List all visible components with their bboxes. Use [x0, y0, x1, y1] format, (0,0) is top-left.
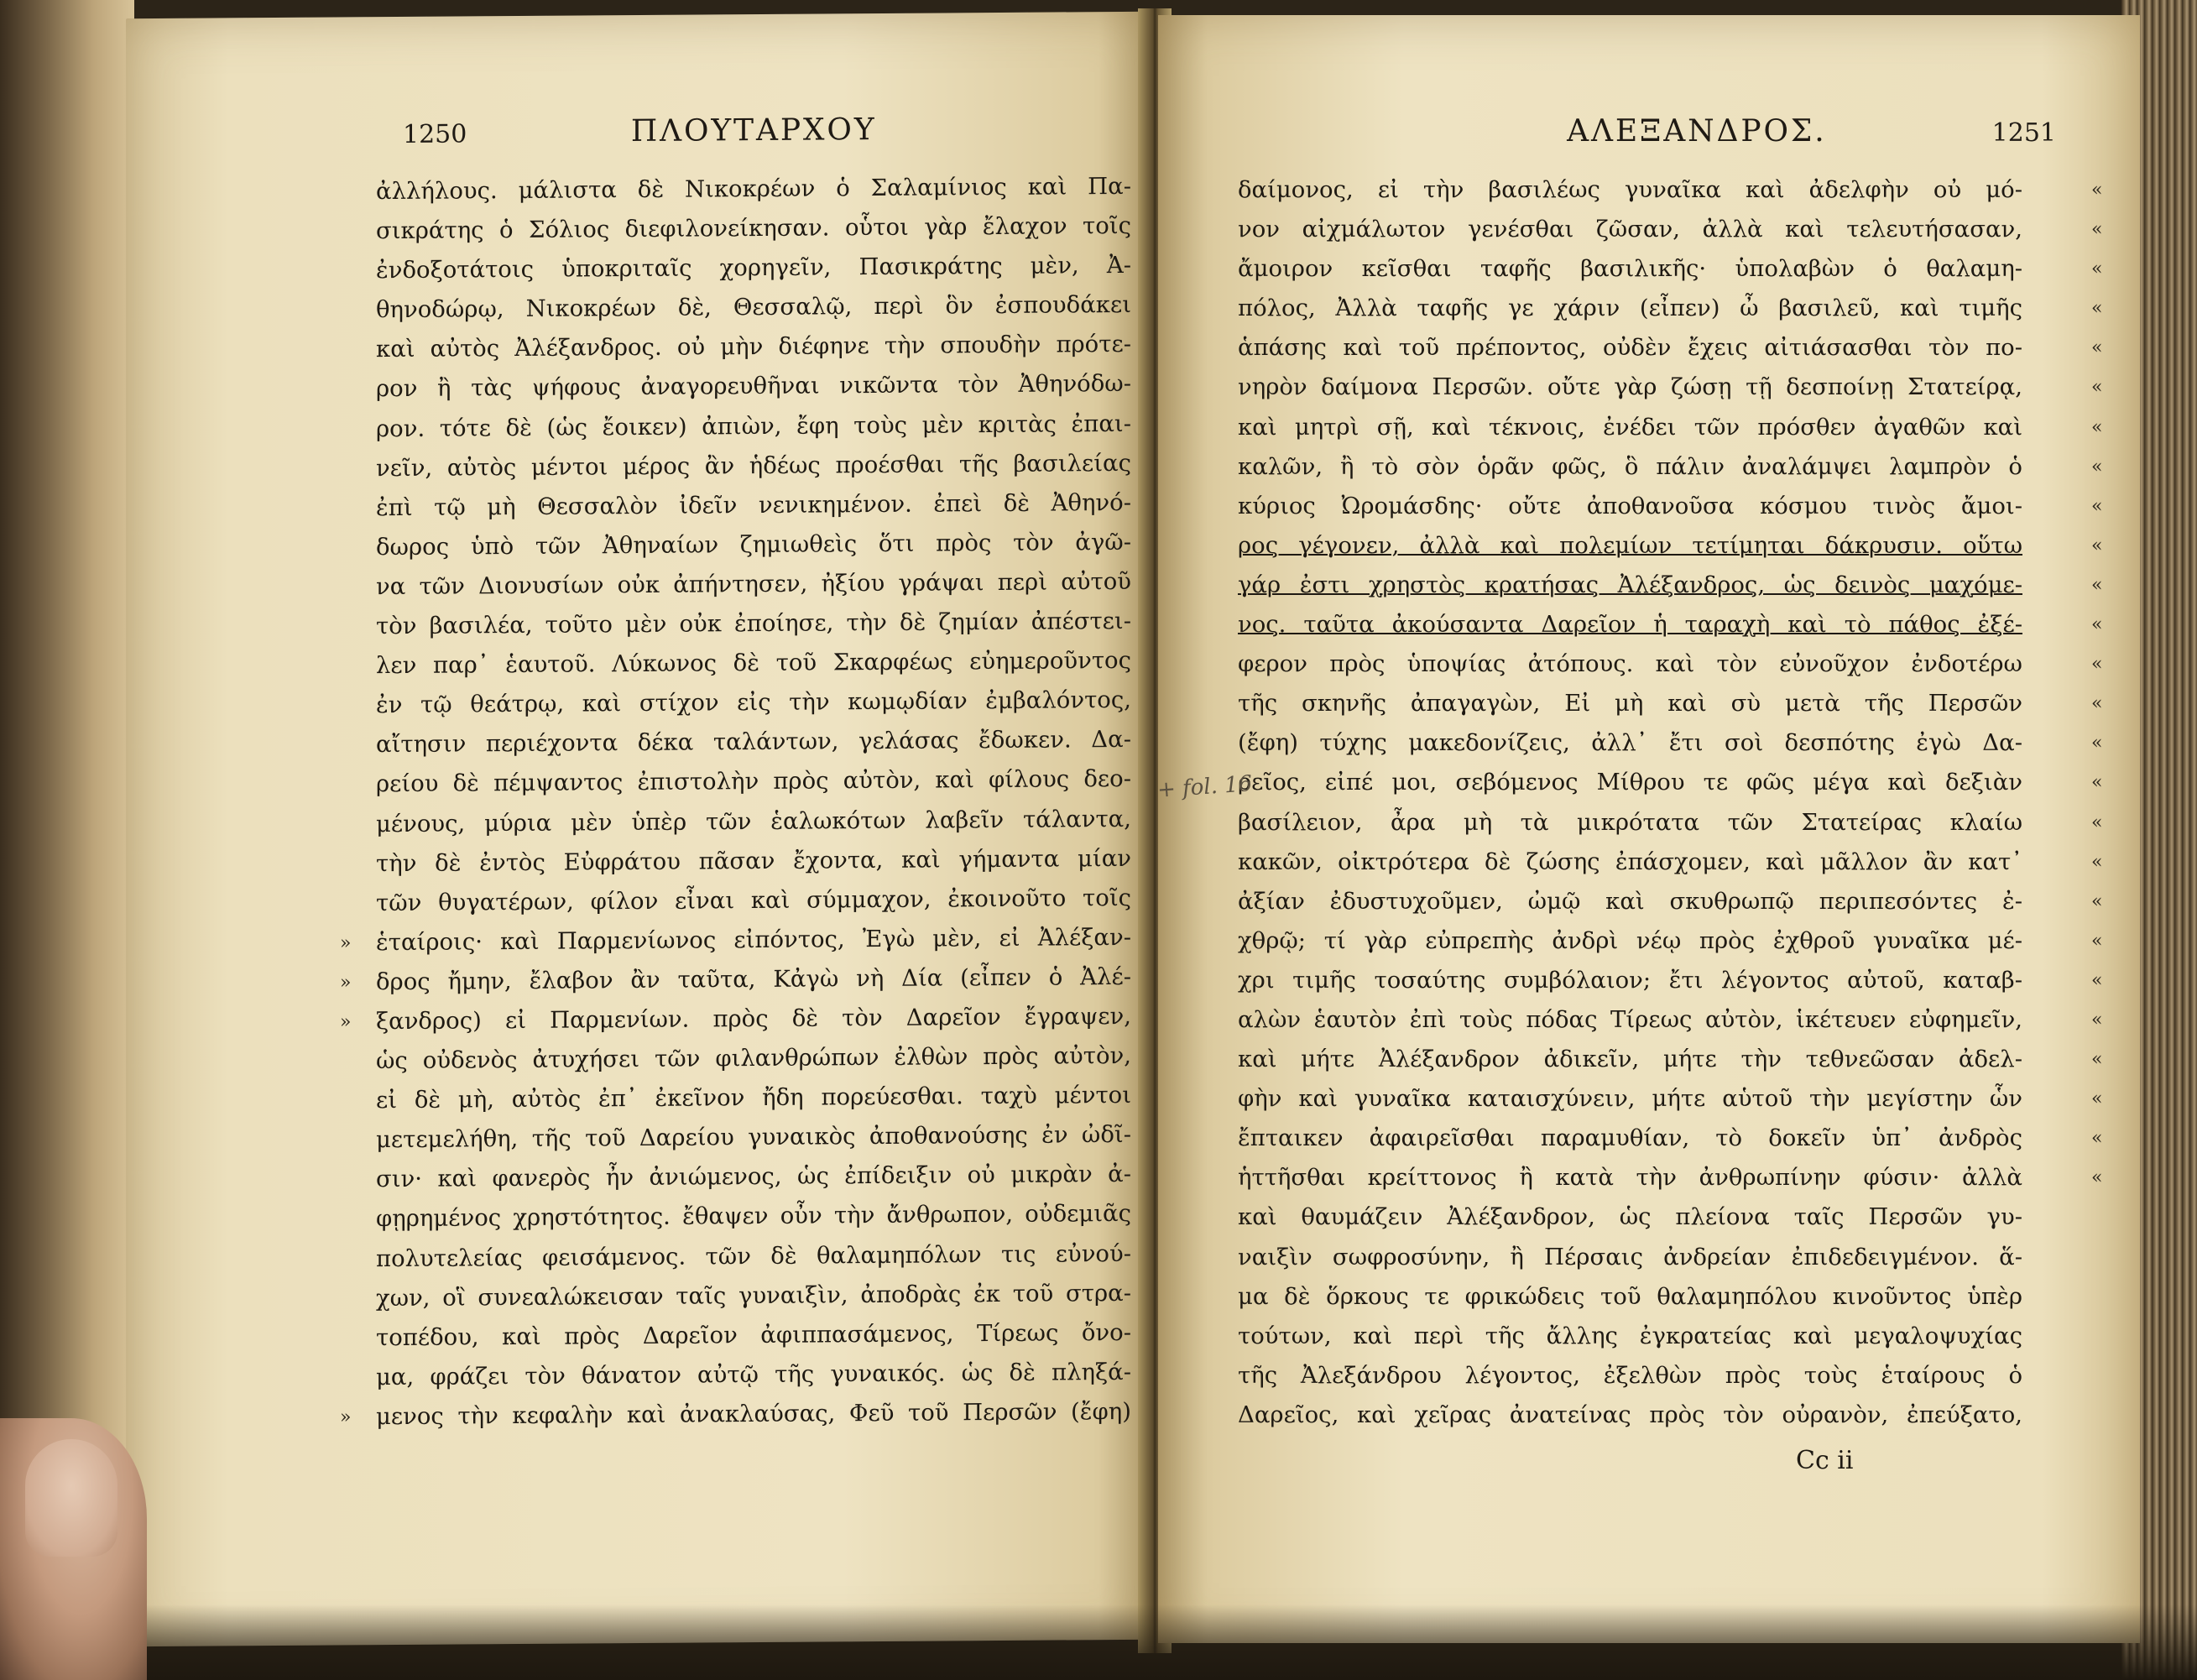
- right-text-line-content: φερον πρὸς ὑποψίας ἀτόπους. καὶ τὸν εὐνοῦχον ἐνδοτέρω: [1238, 650, 2022, 678]
- left-text-line-content: ἑταίροις· καὶ Παρμενίωνος εἰπόντος, Ἐγὼ μὲν, εἰ Ἀλέξαν-: [376, 923, 1131, 956]
- right-page-number: 1251: [1991, 118, 2056, 148]
- right-text-line-content: νον αἰχμάλωτον γενέσθαι ζῶσαν, ἀλλὰ καὶ τελευτήσασαν,: [1238, 216, 2022, 243]
- left-text-line: [376, 325, 1131, 369]
- right-text-line-content: ἡττῆσθαι κρείττονος ἢ κατὰ τὴν ἀνθρωπίνην φύσιν· ἀλλὰ: [1238, 1164, 2022, 1192]
- left-text-line: [376, 246, 1131, 290]
- right-text-line: [1238, 605, 2022, 644]
- left-text-line-content: ρον ἢ τὰς ψήφους ἀναγορευθῆναι νικῶντα τὸν Ἀθηνόδω-: [376, 370, 1131, 403]
- right-quote-mark: «: [2091, 772, 2103, 794]
- right-quote-mark: «: [2091, 180, 2103, 201]
- left-text-line: [376, 562, 1131, 607]
- right-quote-mark: «: [2091, 258, 2103, 280]
- right-text-line: [1238, 487, 2022, 526]
- right-text-line: [1238, 210, 2022, 249]
- right-text-line: [1238, 803, 2022, 843]
- right-text-line: [1238, 961, 2022, 1000]
- left-quote-mark: »: [340, 1011, 352, 1033]
- left-text-line-content: χων, οἳ συνεαλώκεισαν ταῖς γυναιξὶν, ἀποδρὰς ἐκ τοῦ στρα-: [376, 1279, 1131, 1312]
- right-quote-mark: «: [2091, 416, 2103, 438]
- left-text-line: [376, 1313, 1131, 1358]
- right-quote-mark: «: [2091, 614, 2103, 636]
- right-text-line-content: καὶ μητρὶ σῇ, καὶ τέκνοις, ἐνέδει τῶν πρόσθεν ἀγαθῶν καὶ: [1238, 413, 2022, 441]
- right-text-line: [1238, 1197, 2022, 1237]
- left-text-line: [376, 681, 1131, 725]
- right-quote-mark: «: [2091, 969, 2103, 991]
- left-text-line: [376, 918, 1131, 963]
- right-quote-mark: «: [2091, 733, 2103, 754]
- right-running-title: ΑΛΕΞΑΝΔΡΟΣ.: [1567, 114, 1827, 149]
- left-text-line-content: ὡς οὐδενὸς ἀτυχήσει τῶν φιλανθρώπων ἐλθὼν πρὸς αὐτὸν,: [376, 1041, 1131, 1075]
- right-text-line-content: Δαρεῖος, καὶ χεῖρας ἀνατείνας πρὸς τὸν οὐρανὸν, ἐπεύξατο,: [1238, 1401, 2022, 1428]
- left-text-line-content: φῃρημένος χρηστότητος. ἔθαψεν οὖν τὴν ἄνθρωπον, οὐδεμιᾶς: [376, 1200, 1131, 1233]
- left-text-line-content: μενος τὴν κεφαλὴν καὶ ἀνακλαύσας, Φεῦ τοῦ Περσῶν (ἔφη): [376, 1397, 1131, 1431]
- right-text-line: [1238, 843, 2022, 882]
- right-text-line-content: ἔπταικεν ἀφαιρεῖσθαι παραμυθίαν, τὸ δοκεῖν ὑπ᾽ ἀνδρὸς: [1238, 1124, 2022, 1152]
- left-text-line-content: ρον. τότε δὲ (ὡς ἔοικεν) ἀπιὼν, ἔφη τοὺς μὲν κριτὰς ἐπαι-: [376, 410, 1131, 442]
- right-quote-mark: «: [2091, 693, 2103, 715]
- right-text-line: [1238, 644, 2022, 684]
- left-text-line-content: τῶν θυγατέρων, φίλον εἶναι καὶ σύμμαχον, ἐκοινοῦτο τοῖς: [376, 884, 1131, 916]
- left-text-line: [376, 523, 1131, 567]
- left-text-line: [376, 799, 1131, 843]
- left-text-line-content: αἴτησιν περιέχοντα δέκα ταλάντων, γελάσας ἔδωκεν. Δα-: [376, 726, 1131, 759]
- left-text-line-content: νεῖν, αὐτὸς μέντοι μέρος ἂν ἡδέως προέσθαι τῆς βασιλείας: [376, 449, 1131, 482]
- left-text-line: [376, 641, 1131, 686]
- right-text-line: [1238, 1040, 2022, 1079]
- left-text-line-content: δρος ἤμην, ἔλαβον ἂν ταῦτα, Κἀγὼ νὴ Δία (εἶπεν ὁ Ἀλέ-: [376, 963, 1131, 996]
- right-text-line-content: ἄμοιρον κεῖσθαι ταφῆς βασιλικῆς· ὑπολαβὼν ὁ θαλαμη-: [1238, 255, 2022, 283]
- right-text-line: [1238, 723, 2022, 763]
- right-text-line: [1238, 1356, 2022, 1396]
- left-text-line-content: δωρος ὑπὸ τῶν Ἀθηναίων ζημιωθεὶς ὅτι πρὸς τὸν ἀγῶ-: [376, 528, 1131, 561]
- right-page: [1158, 15, 2140, 1643]
- left-text-line-content: ἐνδοξοτάτοις ὑποκριταῖς χορηγεῖν, Πασικράτης μὲν, Ἀ-: [376, 252, 1131, 284]
- left-text-line-content: εἰ δὲ μὴ, αὐτὸς ἐπ᾽ ἐκεῖνον ἤδη πορεύεσθαι. ταχὺ μέντοι: [376, 1082, 1131, 1114]
- left-text-line: [376, 720, 1131, 764]
- left-text-line-content: ἐν τῷ θεάτρῳ, καὶ στίχον εἰς τὴν κωμῳδίαν ἐμβαλόντος,: [376, 686, 1131, 719]
- left-text-line-content: θηνοδώρῳ, Νικοκρέων δὲ, Θεσσαλῷ, περὶ ὃν ἐσπουδάκει: [376, 291, 1131, 324]
- left-text-line: [376, 1076, 1131, 1120]
- right-text-line-content: τούτων, καὶ περὶ τῆς ἄλλης ἐγκρατείας καὶ μεγαλοψυχίας: [1238, 1322, 2022, 1349]
- left-text-line-content: μετεμελήθη, τῆς τοῦ Δαρείου γυναικὸς ἀποθανούσης ἐν ὠδῖ-: [376, 1121, 1131, 1154]
- right-quote-mark: «: [2091, 535, 2103, 556]
- left-text-line-content: μα, φράζει τὸν θάνατον αὐτῷ τῆς γυναικός. ὡς δὲ πληξά-: [376, 1358, 1131, 1390]
- right-text-line-content: κακῶν, οἰκτρότερα δὲ ζώσης ἐπάσχομεν, καὶ μᾶλλον ἂν κατ᾽: [1238, 848, 2022, 875]
- right-quote-mark: «: [2091, 377, 2103, 399]
- right-text-line: [1238, 763, 2022, 802]
- left-text-line: [376, 1036, 1131, 1081]
- right-text-line-content: καὶ θαυμάζειν Ἀλέξανδρον, ὡς πλείονα ταῖς Περσῶν γυ-: [1238, 1203, 2022, 1231]
- right-text-line: [1238, 882, 2022, 921]
- left-text-line: [376, 285, 1131, 330]
- right-quote-mark: «: [2091, 456, 2103, 477]
- left-text-line-content: να τῶν Διονυσίων οὐκ ἀπήντησεν, ἠξίου γράψαι περὶ αὐτοῦ: [376, 567, 1131, 601]
- left-text-line: [376, 838, 1131, 883]
- left-text-line-content: ἐπὶ τῷ μὴ Θεσσαλὸν ἰδεῖν νενικημένον. ἐπεὶ δὲ Ἀθηνό-: [376, 488, 1131, 521]
- left-text-line-content: ξανδρος) εἰ Παρμενίων. πρὸς δὲ τὸν Δαρεῖον ἔγραψεν,: [376, 1002, 1131, 1036]
- right-quote-marks: [2091, 170, 2102, 1197]
- right-quote-mark: «: [2091, 1049, 2103, 1071]
- right-text-line: [1238, 289, 2022, 328]
- left-text-line-content: σικράτης ὁ Σόλιος διεφιλονείκησαν. οὗτοι γὰρ ἔλαχον τοῖς: [376, 211, 1131, 245]
- right-text-line-content: καλῶν, ἢ τὸ σὸν ὁρᾶν φῶς, ὃ πάλιν ἀναλάμψει λαμπρὸν ὁ: [1238, 452, 2022, 480]
- right-quote-mark: «: [2091, 1088, 2103, 1110]
- right-quote-mark: «: [2091, 1167, 2103, 1189]
- right-text-line-content: μα δὲ ὅρκους τε φρικώδεις τοῦ θαλαμηπόλου κινοῦντος ὑπὲρ: [1238, 1282, 2022, 1310]
- right-text-line: [1238, 566, 2022, 605]
- right-text-line-content: (ἔφη) τύχης μακεδονίζεις, ἀλλ᾽ ἔτι σοὶ δεσπότης ἐγὼ Δα-: [1238, 729, 2022, 757]
- right-quote-mark: «: [2091, 574, 2103, 596]
- right-text-line: [1238, 1158, 2022, 1197]
- left-text-line: [376, 1392, 1131, 1437]
- right-text-line: [1238, 1000, 2022, 1040]
- left-text-line-content: τοπέδου, καὶ πρὸς Δαρεῖον ἀφιππασάμενος, Τίρεως ὄνο-: [376, 1318, 1131, 1351]
- right-text-line: [1238, 1079, 2022, 1119]
- right-text-line-content: ρος γέγονεν, ἀλλὰ καὶ πολεμίων τετίμηται δάκρυσιν. οὕτω: [1238, 531, 2022, 559]
- right-quote-mark: «: [2091, 930, 2103, 952]
- bottom-shadow: [0, 1604, 2197, 1680]
- right-text-line-content: νος. ταῦτα ἀκούσαντα Δαρεῖον ἡ ταραχὴ καὶ τὸ πάθος ἐξέ-: [1238, 611, 2022, 639]
- right-text-line: [1238, 249, 2022, 289]
- right-quote-mark: «: [2091, 811, 2103, 833]
- left-text-line: [376, 444, 1131, 488]
- left-text-line-content: μένους, μύρια μὲν ὑπὲρ τῶν ἑαλωκότων λαβεῖν τάλαντα,: [376, 805, 1131, 837]
- thumb-nail: [25, 1439, 117, 1557]
- right-text-line: [1238, 1396, 2022, 1435]
- right-text-line-content: δαίμονος, εἰ τὴν βασιλέως γυναῖκα καὶ ἀδελφὴν οὐ μό-: [1238, 176, 2022, 203]
- left-text-line: [376, 404, 1131, 448]
- right-text-block: [1238, 170, 2022, 1435]
- left-text-line: [376, 879, 1131, 923]
- left-text-line: [376, 364, 1131, 409]
- left-text-line-content: σιν· καὶ φανερὸς ἦν ἀνιώμενος, ὡς ἐπίδειξιν οὐ μικρὰν ἀ-: [376, 1161, 1131, 1193]
- right-text-line-content: βασίλειον, ἆρα μὴ τὰ μικρότατα τῶν Στατείρας κλαίω: [1238, 808, 2022, 836]
- right-text-line: [1238, 526, 2022, 566]
- signature-mark: Cc ii: [1796, 1446, 1854, 1475]
- left-text-line-content: λεν παρ᾽ ἑαυτοῦ. Λύκωνος δὲ τοῦ Σκαρφέως εὐημεροῦντος: [376, 647, 1131, 680]
- right-text-line-content: αλὼν ἑαυτὸν ἐπὶ τοὺς πόδας Τίρεως αὐτὸν, ἱκέτευεν εὐφημεῖν,: [1238, 1005, 2022, 1033]
- right-text-line: [1238, 368, 2022, 407]
- right-text-line: [1238, 1317, 2022, 1356]
- right-text-line-content: χθρῷ; τί γὰρ εὐπρεπὴς ἀνδρὶ νέῳ πρὸς ἐχθροῦ γυναῖκα μέ-: [1238, 926, 2022, 954]
- right-text-line-content: ἁπάσης καὶ τοῦ πρέποντος, οὐδὲν ἔχεις αἰτιάσασθαι τὸν πο-: [1238, 334, 2022, 362]
- left-text-line: [376, 483, 1131, 528]
- left-text-line: [376, 1353, 1131, 1397]
- right-quote-mark: «: [2091, 495, 2103, 517]
- right-text-line-content: γάρ ἐστι χρηστὸς κρατήσας Ἀλέξανδρος, ὡς δεινὸς μαχόμε-: [1238, 571, 2022, 598]
- left-page: [126, 12, 1150, 1647]
- left-text-line: [376, 957, 1131, 1002]
- right-text-line-content: καὶ μήτε Ἀλέξανδρον ἀδικεῖν, μήτε τὴν τεθνεῶσαν ἀδελ-: [1238, 1046, 2022, 1073]
- right-quote-mark: «: [2091, 298, 2103, 320]
- right-quote-mark: «: [2091, 851, 2103, 873]
- right-text-line: [1238, 447, 2022, 487]
- right-text-line-content: ναιξὶν σωφροσύνην, ἢ Πέρσαις ἀνδρείαν ἐπιδεδειγμένον. ἅ-: [1238, 1243, 2022, 1270]
- right-text-line-content: νηρὸν δαίμονα Περσῶν. οὔτε γὰρ ζώσῃ τῇ δεσποίνῃ Στατείρᾳ,: [1238, 373, 2022, 401]
- left-page-number: 1250: [403, 119, 467, 149]
- right-quote-mark: «: [2091, 219, 2103, 241]
- right-running-head: [1351, 114, 2056, 149]
- right-text-line-content: τῆς σκηνῆς ἀπαγαγὼν, Εἰ μὴ καὶ σὺ μετὰ τῆς Περσῶν: [1238, 690, 2022, 717]
- left-text-line-content: τὴν δὲ ἐντὸς Εὐφράτου πᾶσαν ἔχοντα, καὶ γήμαντα μίαν: [376, 844, 1131, 877]
- left-text-line: [376, 167, 1131, 211]
- right-text-line: [1238, 1238, 2022, 1277]
- left-text-line: [376, 206, 1131, 251]
- right-quote-mark: «: [2091, 1009, 2103, 1030]
- right-quote-mark: «: [2091, 654, 2103, 676]
- left-text-line: [376, 1274, 1131, 1318]
- right-text-line: [1238, 328, 2022, 368]
- left-text-line: [376, 1115, 1131, 1160]
- right-text-line: [1238, 921, 2022, 961]
- right-text-line-content: ἀξίαν ἐδυστυχοῦμεν, ὠμῷ καὶ σκυθρωπῷ περιπεσόντες ἐ-: [1238, 887, 2022, 915]
- left-text-line: [376, 759, 1131, 804]
- left-quote-mark: »: [340, 972, 352, 994]
- left-running-title: ΠΛΟΥΤΑΡΧΟΥ: [630, 112, 877, 149]
- left-text-line-content: ρείου δὲ πέμψαντος ἐπιστολὴν πρὸς αὐτὸν, καὶ φίλους δεο-: [376, 765, 1131, 798]
- right-text-line-content: κύριος Ὠρομάσδης· οὔτε ἀποθανοῦσα κόσμου τινὸς ἄμοι-: [1238, 492, 2022, 519]
- right-text-line-content: τῆς Ἀλεξάνδρου λέγοντος, ἐξελθὼν πρὸς τοὺς ἑταίρους ὁ: [1238, 1361, 2022, 1389]
- left-text-line-content: ἀλλήλους. μάλιστα δὲ Νικοκρέων ὁ Σαλαμίνιος καὶ Πα-: [376, 172, 1131, 206]
- right-quote-mark: «: [2091, 1128, 2103, 1150]
- left-text-line-content: τὸν βασιλέα, τοῦτο μὲν οὐκ ἐποίησε, τὴν δὲ ζημίαν ἀπέστει-: [376, 607, 1131, 640]
- left-text-line: [376, 1194, 1131, 1239]
- right-text-line: [1238, 1277, 2022, 1317]
- left-text-line: [376, 1234, 1131, 1278]
- right-text-line: [1238, 1119, 2022, 1158]
- left-text-line: [376, 602, 1131, 646]
- right-text-line: [1238, 408, 2022, 447]
- right-text-line: [1238, 170, 2022, 210]
- right-text-line-content: πόλος, Ἀλλὰ ταφῆς γε χάριν (εἶπεν) ὦ βασιλεῦ, καὶ τιμῆς: [1238, 295, 2022, 322]
- left-text-line: [376, 997, 1131, 1041]
- left-text-block: [376, 167, 1131, 1437]
- right-text-line-content: φὴν καὶ γυναῖκα καταισχύνειν, μήτε αὑτοῦ τὴν μεγίστην ὧν: [1238, 1085, 2022, 1113]
- left-text-line: [376, 1155, 1131, 1199]
- right-text-line-content: χρι τιμῆς τοσαύτης συμβόλαιον; ἔτι λέγοντος αὐτοῦ, καταβ-: [1238, 966, 2022, 994]
- left-quote-mark: »: [340, 932, 352, 954]
- margin-note: + fol. 16: [1156, 771, 1254, 803]
- left-text-line-content: καὶ αὐτὸς Ἀλέξανδρος. οὐ μὴν διέφηνε τὴν σπουδὴν πρότε-: [376, 331, 1131, 363]
- right-quote-mark: «: [2091, 890, 2103, 912]
- right-text-line-content: ρεῖος, εἰπέ μοι, σεβόμενος Μίθρου τε φῶς μέγα καὶ δεξιὰν: [1238, 769, 2022, 796]
- left-text-line-content: πολυτελείας φεισάμενος. τῶν δὲ θαλαμηπόλων τις εὐνού-: [376, 1239, 1131, 1272]
- right-quote-mark: «: [2091, 337, 2103, 359]
- left-quote-mark: »: [340, 1406, 352, 1428]
- right-text-line: [1238, 684, 2022, 723]
- left-running-head: [403, 111, 1091, 150]
